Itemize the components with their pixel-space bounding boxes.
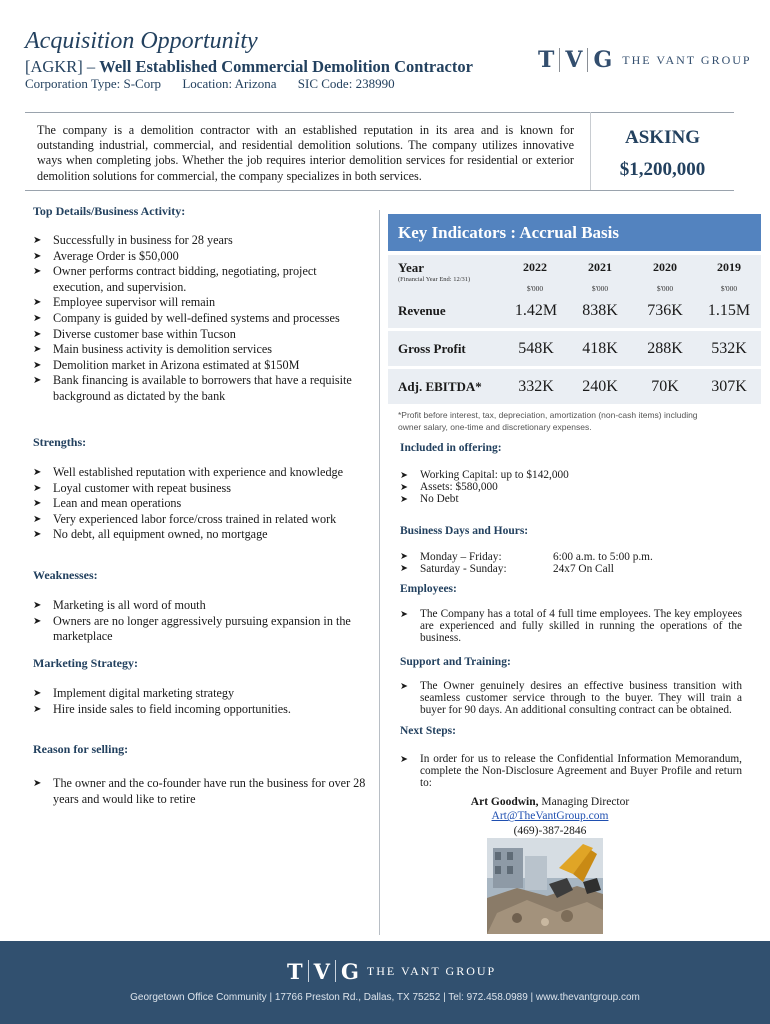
list-item [33, 249, 368, 265]
arrow-bullet-icon: ➤ [33, 615, 42, 627]
strengths-list [33, 465, 368, 543]
revenue-2022: 1.42M [514, 302, 558, 319]
employees-item: ➤ The Company has a total of 4 full time employees. The key employees are experienced and fully skilled in running the operations of the business. [400, 608, 742, 644]
list-item [33, 342, 368, 358]
next-steps-heading: Next Steps: [400, 725, 456, 737]
list-item [33, 512, 368, 528]
corporation-info [25, 76, 413, 92]
hours-row: ➤ Monday – Friday: 6:00 a.m. to 5:00 p.m. [400, 551, 653, 563]
reason-list [33, 776, 368, 807]
arrow-bullet-icon: ➤ [33, 600, 42, 611]
listing-code: [AGKR] – [25, 57, 96, 76]
column-divider [379, 210, 380, 935]
support-heading: Support and Training: [400, 656, 511, 668]
arrow-bullet-icon: ➤ [33, 344, 42, 356]
year-2022: 2022 [523, 260, 547, 274]
list-item [33, 776, 368, 807]
vant-group-logo-footer [287, 958, 496, 984]
sic-code: SIC Code: 238990 [297, 76, 395, 91]
list-item-text: Owner performs contract bidding, negotiating, project execution, and supervision. [53, 264, 317, 294]
employees-text: The Company has a total of 4 full time employees. The key employees are experienced and fully skilled in running the operations of the business. [420, 608, 742, 644]
page-title: Acquisition Opportunity [25, 28, 258, 54]
gross-profit-2020: 288K [647, 340, 683, 357]
list-item [33, 527, 368, 543]
support-list [400, 681, 742, 716]
support-item: ➤ The Owner genuinely desires an effective business transition with seamless customer service through to the buyer. They will train a buyer for 90 days. An additional consulting contract can be obtained. [400, 680, 742, 716]
arrow-bullet-icon: ➤ [400, 470, 408, 481]
contact-phone: (469)-387-2846 [513, 824, 587, 837]
list-item [33, 496, 368, 512]
footer-address: Georgetown Office Community | 17766 Preston Rd., Dallas, TX 75252 | Tel: 972.458.0989 | www.thevantgroup.com [130, 992, 640, 1003]
divider [25, 190, 734, 191]
arrow-bullet-icon: ➤ [33, 359, 42, 371]
list-item [33, 233, 368, 249]
contact-block [400, 795, 700, 838]
gross-profit-2021: 418K [582, 340, 618, 357]
employees-heading: Employees: [400, 583, 457, 595]
arrow-bullet-icon: ➤ [33, 250, 42, 262]
revenue-label: Revenue [398, 303, 446, 318]
list-item [33, 598, 368, 614]
next-steps-list [400, 754, 742, 789]
ebitda-footnote: *Profit before interest, tax, depreciation, amortization (non-cash items) including owner salary, one-time and discretionary expenses. [398, 410, 698, 432]
arrow-bullet-icon: ➤ [33, 513, 42, 525]
list-item [33, 311, 368, 327]
list-item [33, 465, 368, 481]
arrow-bullet-icon: ➤ [400, 481, 408, 493]
ebitda-label: Adj. EBITDA* [398, 379, 482, 394]
included-list [400, 470, 740, 505]
corporation-type: Corporation Type: S-Corp [25, 76, 162, 91]
weaknesses-list [33, 598, 368, 645]
year-note: (Financial Year End: 12/31) [398, 276, 471, 283]
hours-day: Saturday - Sunday: [420, 563, 507, 575]
gross-profit-2019: 532K [711, 340, 747, 357]
employees-list [400, 609, 742, 644]
revenue-2021: 838K [582, 302, 618, 319]
list-item-text: The owner and the co-founder have run the business for over 28 years and would like to retire [53, 776, 366, 806]
arrow-bullet-icon: ➤ [33, 482, 42, 494]
arrow-bullet-icon: ➤ [400, 493, 408, 505]
list-item-text: Successfully in business for 28 years [53, 233, 233, 247]
strengths-heading: Strengths: [33, 435, 87, 449]
arrow-bullet-icon: ➤ [33, 312, 42, 324]
year-2019: 2019 [717, 260, 741, 274]
hours-time: 6:00 a.m. to 5:00 p.m. [553, 551, 653, 563]
logo-letter-g: G [340, 958, 359, 984]
vant-group-logo [538, 46, 752, 74]
list-item-text: No Debt [420, 492, 459, 505]
next-steps-text: In order for us to release the Confidential Information Memorandum, complete the Non-Disclosure Agreement and Buyer Profile and return to: [420, 753, 742, 789]
weaknesses-heading: Weaknesses: [33, 568, 98, 582]
list-item [400, 494, 740, 506]
list-item [33, 686, 368, 702]
list-item [33, 481, 368, 497]
arrow-bullet-icon: ➤ [33, 688, 42, 699]
unit-label: $'000 [720, 284, 738, 293]
business-description: The company is a demolition contractor with an established reputation in its area and is known for outstanding industrial, commercial, and residential demolition solutions. The company utilizes innovative ways when completing jobs. Whether the job requires interior demolition services for residential or exterior demolition solutions for commercial, the company specializes in both services. [37, 123, 574, 183]
listing-headline: Well Established Commercial Demolition Contractor [99, 57, 473, 76]
year-2021: 2021 [588, 260, 612, 274]
year-2020: 2020 [653, 260, 677, 274]
arrow-bullet-icon: ➤ [33, 375, 42, 387]
logo-wordmark: THE VANT GROUP [366, 963, 497, 978]
list-item-text: No debt, all equipment owned, no mortgage [53, 527, 268, 542]
list-item-text: Very experienced labor force/cross trained in related work [53, 511, 337, 526]
list-item [33, 295, 368, 311]
arrow-bullet-icon: ➤ [33, 529, 42, 541]
logo-letter-v: V [313, 958, 330, 984]
arrow-bullet-icon: ➤ [33, 297, 42, 309]
contact-email-link[interactable]: Art@TheVantGroup.com [491, 810, 609, 823]
ebitda-2022: 332K [518, 378, 554, 395]
list-item-text: Implement digital marketing strategy [53, 686, 235, 700]
listing-subtitle [25, 57, 473, 77]
arrow-bullet-icon: ➤ [33, 266, 42, 278]
hours-table [400, 551, 740, 575]
list-item-text: Well established reputation with experience and knowledge [53, 465, 344, 479]
unit-label: $'000 [656, 284, 674, 293]
gross-profit-2022: 548K [518, 340, 554, 357]
reason-heading: Reason for selling: [33, 742, 129, 756]
arrow-bullet-icon: ➤ [33, 467, 42, 478]
demolition-excavator-photo [487, 838, 603, 934]
unit-label: $'000 [591, 284, 609, 293]
list-item-text: Hire inside sales to field incoming opportunities. [53, 701, 291, 716]
list-item-text: Demolition market in Arizona estimated at $150M [53, 357, 300, 372]
unit-label: $'000 [526, 284, 544, 293]
ebitda-2021: 240K [582, 378, 618, 395]
top-details-list [33, 233, 368, 405]
list-item [33, 373, 368, 404]
top-details-heading: Top Details/Business Activity: [33, 204, 186, 218]
logo-letter-g: G [593, 47, 613, 73]
list-item-text: Owners are no longer aggressively pursuing expansion in the marketplace [53, 613, 351, 644]
hours-day: Monday – Friday: [420, 551, 502, 563]
ebitda-2019: 307K [711, 378, 747, 395]
arrow-bullet-icon: ➤ [33, 235, 42, 246]
arrow-bullet-icon: ➤ [33, 498, 42, 510]
logo-letter-t: T [287, 958, 303, 984]
included-heading: Included in offering: [400, 442, 502, 454]
hours-time: 24x7 On Call [553, 563, 614, 575]
revenue-2020: 736K [647, 302, 683, 319]
support-text: The Owner genuinely desires an effective business transition with seamless customer service through to the buyer. They will train a buyer for 90 days. An additional consulting contract can be obtained. [420, 680, 742, 716]
list-item-text: Working Capital: up to $142,000 [420, 469, 569, 481]
next-steps-item: ➤ In order for us to release the Confidential Information Memorandum, complete the Non-Disclosure Agreement and Buyer Profile and return to: [400, 753, 742, 789]
logo-letter-t: T [538, 47, 555, 73]
list-item-text: Average Order is $50,000 [53, 248, 179, 263]
list-item-text: Company is guided by well-defined systems and processes [53, 310, 340, 325]
list-item [33, 327, 368, 343]
list-item-text: Main business activity is demolition services [53, 342, 273, 357]
arrow-bullet-icon: ➤ [33, 328, 42, 340]
contact-name-line [400, 795, 700, 809]
arrow-bullet-icon: ➤ [33, 778, 42, 789]
key-indicators-heading: Key Indicators : Accrual Basis [388, 214, 761, 251]
revenue-2019: 1.15M [707, 302, 751, 319]
gross-profit-label: Gross Profit [398, 341, 466, 356]
list-item-text: Lean and mean operations [53, 496, 182, 511]
list-item [33, 702, 368, 718]
contact-name: Art Goodwin, [470, 796, 539, 808]
list-item-text: Marketing is all word of mouth [53, 598, 206, 612]
asking-label: ASKING [625, 127, 700, 148]
asking-price: $1,200,000 [619, 159, 706, 180]
arrow-bullet-icon: ➤ [33, 703, 42, 715]
contact-title: Managing Director [538, 796, 630, 808]
hours-heading: Business Days and Hours: [400, 525, 529, 537]
marketing-heading: Marketing Strategy: [33, 656, 138, 670]
list-item [33, 264, 368, 295]
list-item [33, 614, 368, 645]
logo-letter-v: V [565, 47, 583, 73]
list-item-text: Bank financing is available to borrowers that have a requisite background as dictated by the bank [53, 373, 352, 403]
list-item-text: Assets: $580,000 [420, 480, 498, 493]
hours-row: ➤ Saturday - Sunday: 24x7 On Call [400, 563, 614, 575]
list-item-text: Diverse customer base within Tucson [53, 326, 236, 341]
list-item-text: Loyal customer with repeat business [53, 480, 232, 495]
marketing-list [33, 686, 368, 717]
logo-wordmark: THE VANT GROUP [622, 52, 752, 67]
list-item-text: Employee supervisor will remain [53, 295, 216, 310]
list-item [33, 358, 368, 374]
year-label: Year [398, 260, 424, 275]
location: Location: Arizona [182, 76, 277, 91]
ebitda-2020: 70K [651, 378, 679, 395]
